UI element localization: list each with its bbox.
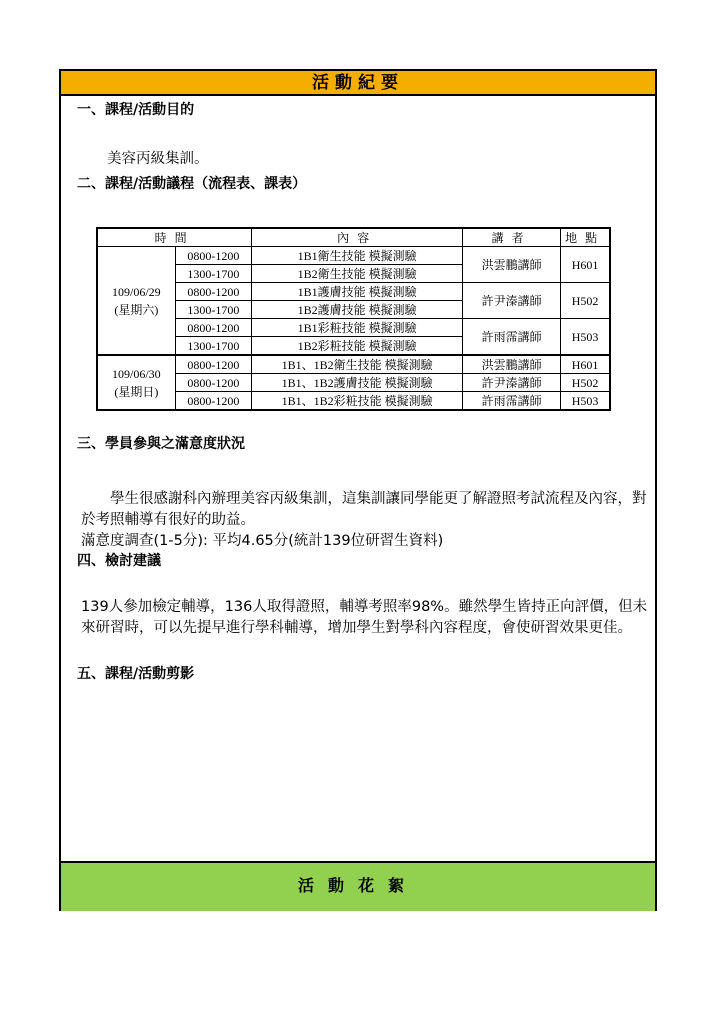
header-content: 內容	[252, 228, 463, 247]
section-3-survey: 滿意度調查(1-5分): 平均4.65分(統計139位研習生資料)	[81, 533, 444, 549]
content-cell: 1B1護膚技能 模擬測驗	[252, 283, 463, 301]
place-cell: H502	[561, 283, 610, 319]
time-cell: 0800-1200	[175, 319, 251, 337]
speaker-cell: 洪雲鵬講師	[463, 355, 561, 374]
table-header-row	[97, 228, 610, 247]
date-cell-day1	[97, 247, 175, 356]
time-cell: 0800-1200	[175, 392, 251, 411]
content-cell: 1B2護膚技能 模擬測驗	[252, 301, 463, 319]
speaker-cell: 洪雲鵬講師	[463, 247, 561, 283]
weekday-day1: (星期六)	[114, 302, 159, 317]
section-4-text: 139人參加檢定輔導，136人取得證照，輔導考照率98%。雖然學生皆持正向評價，但未來研習時，可以先提早進行學科輔導，增加學生對學科內容程度，會使研習效果更佳。	[81, 599, 648, 636]
content-cell: 1B1、1B2護膚技能 模擬測驗	[252, 374, 463, 392]
time-cell: 0800-1200	[175, 283, 251, 301]
time-cell: 1300-1700	[175, 265, 251, 283]
date-day2: 109/06/30	[112, 366, 161, 381]
place-cell: H503	[561, 319, 610, 356]
date-day1: 109/06/29	[112, 284, 161, 299]
activity-highlights-banner: 活動花絮	[61, 861, 655, 911]
time-cell: 0800-1200	[175, 247, 251, 265]
activity-summary-banner: 活動紀要	[61, 71, 655, 96]
place-cell: H601	[561, 355, 610, 374]
weekday-day2: (星期日)	[114, 384, 159, 399]
table-row	[97, 355, 610, 374]
time-cell: 0800-1200	[175, 355, 251, 374]
content-cell: 1B1、1B2衛生技能 模擬測驗	[252, 355, 463, 374]
section-5-title: 五、課程/活動剪影	[77, 666, 195, 682]
content-cell: 1B2衛生技能 模擬測驗	[252, 265, 463, 283]
content-cell: 1B1衛生技能 模擬測驗	[252, 247, 463, 265]
section-3-text: 學生很感謝科內辦理美容丙級集訓，這集訓讓同學能更了解證照考試流程及內容，對於考照輔導有很好的助益。	[81, 491, 647, 528]
section-4-title: 四、檢討建議	[77, 553, 161, 569]
header-speaker: 講者	[463, 228, 561, 247]
speaker-cell: 許尹溱講師	[463, 374, 561, 392]
time-cell: 1300-1700	[175, 337, 251, 356]
date-cell-day2	[97, 355, 175, 410]
content-cell: 1B1彩粧技能 模擬測驗	[252, 319, 463, 337]
time-cell: 1300-1700	[175, 301, 251, 319]
section-1-text: 美容丙級集訓。	[107, 151, 209, 167]
speaker-cell: 許雨霈講師	[463, 319, 561, 356]
content-cell: 1B1、1B2彩粧技能 模擬測驗	[252, 392, 463, 411]
table-row	[97, 247, 610, 265]
document-frame	[59, 69, 657, 911]
speaker-cell: 許雨霈講師	[463, 392, 561, 411]
place-cell: H503	[561, 392, 610, 411]
content-cell: 1B2彩粧技能 模擬測驗	[252, 337, 463, 356]
header-time: 時間	[97, 228, 252, 247]
time-cell: 0800-1200	[175, 374, 251, 392]
section-2-title: 二、課程/活動議程（流程表、課表）	[77, 176, 307, 192]
speaker-cell: 許尹溱講師	[463, 283, 561, 319]
header-place: 地點	[561, 228, 610, 247]
section-3-title: 三、學員參與之滿意度狀況	[77, 436, 245, 452]
place-cell: H601	[561, 247, 610, 283]
place-cell: H502	[561, 374, 610, 392]
section-1-title: 一、課程/活動目的	[77, 102, 195, 118]
schedule-table	[96, 227, 611, 411]
